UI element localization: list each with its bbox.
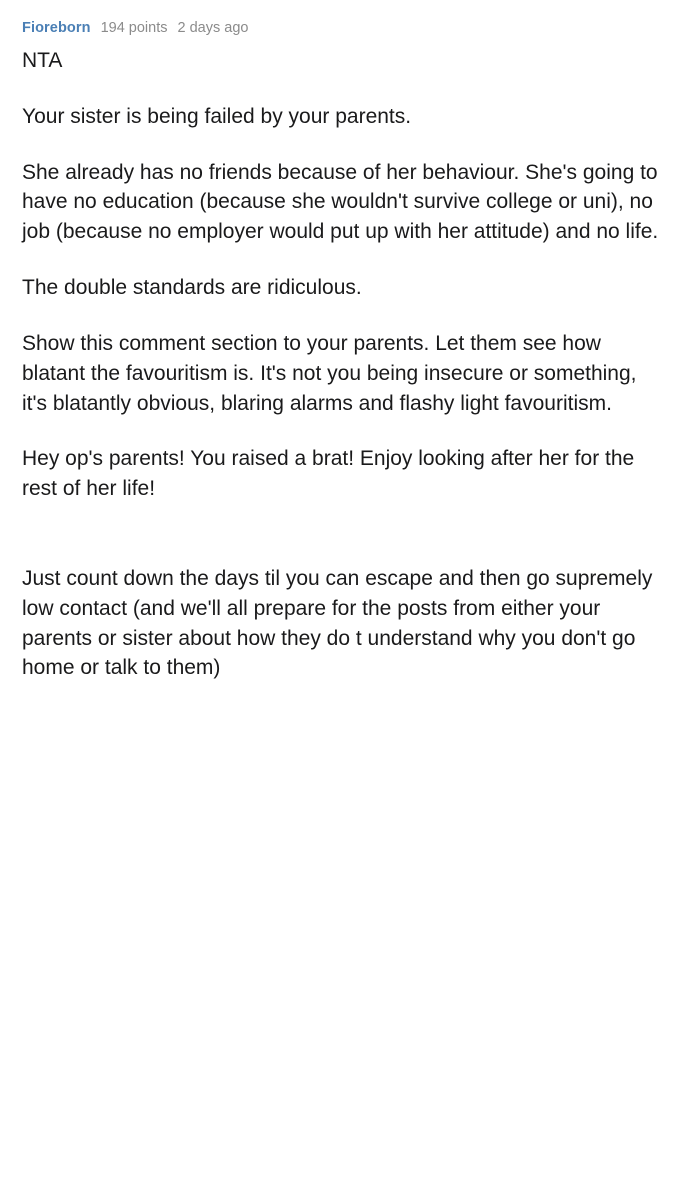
comment-paragraph-7: Just count down the days til you can escape and then go supremely low contact (and we'll all prepare for the posts from either your parents or sister about how they do t understand why you don't go home or talk to them) (22, 566, 653, 680)
comment-paragraph-3: She already has no friends because of her behaviour. She's going to have no education (because she wouldn't survive college or uni), no job (because no employer would put up with her attitude) and no life. (22, 160, 659, 244)
comment-paragraph-1: NTA (22, 49, 63, 72)
comment-paragraph-6: Hey op's parents! You raised a brat! Enjoy looking after her for the rest of her life! (22, 447, 635, 501)
comment-author[interactable]: Fioreborn (22, 20, 91, 36)
comment-paragraph-2: Your sister is being failed by your parents. (22, 104, 412, 128)
comment-paragraph-4: The double standards are ridiculous. (22, 276, 362, 300)
comment-timestamp: 2 days ago (177, 20, 249, 36)
comment-paragraph-5: Show this comment section to your parents. Let them see how blatant the favouritism is. It's not you being insecure or something, it's blatantly obvious, blaring alarms and flashy light favouritism. (22, 331, 637, 415)
comment-points: 194 points (100, 20, 168, 36)
comment-body (22, 46, 678, 683)
comment-meta (22, 20, 678, 36)
